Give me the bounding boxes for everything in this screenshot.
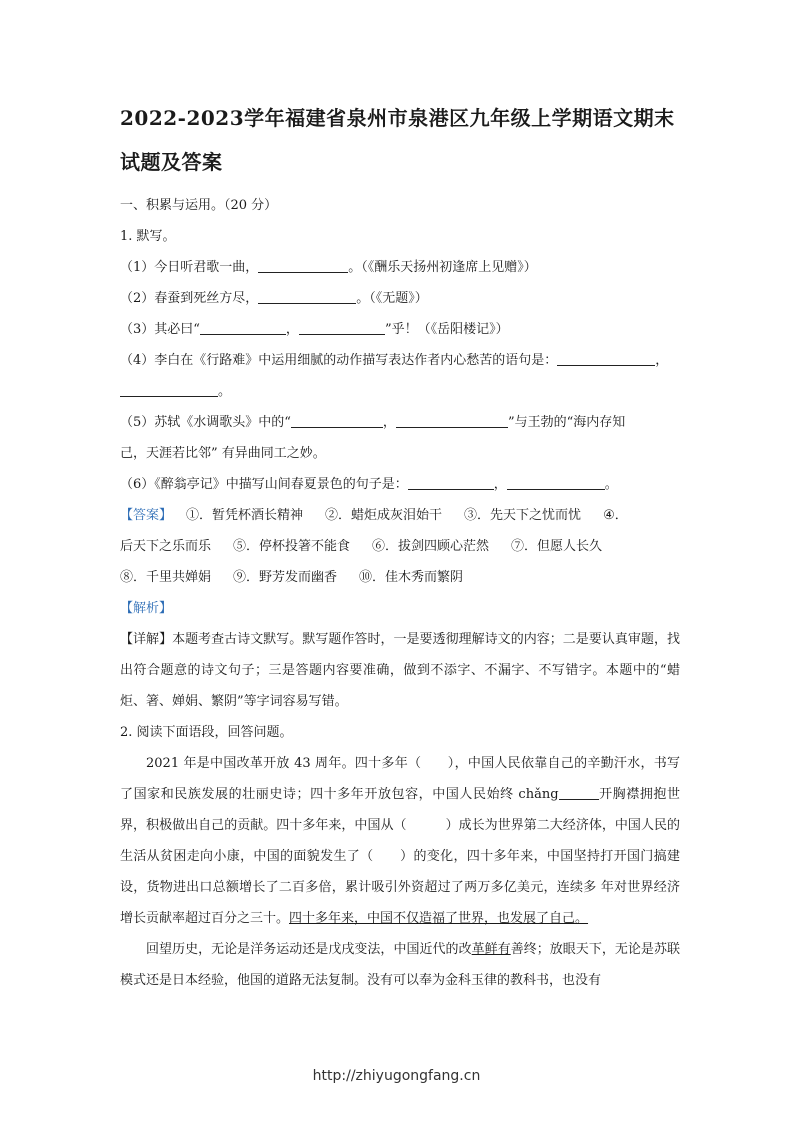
reading-paragraph-2: 回望历史，无论是洋务运动还是戊戌变法，中国近代的改革鲜有善终；放眼天下，无论是苏联模式还是日本经验，他国的道路无法复制。没有可以奉为金科玉律的教科书，也没有 (120, 942, 680, 988)
answer-blank (299, 320, 385, 335)
document-page (120, 96, 680, 996)
answer-blank (200, 320, 286, 335)
detail-paragraph: 【详解】本题考查古诗文默写。默写题作答时，一是要透彻理解诗文的内容；二是要认真审题，找出符合题意的诗文句子；三是答题内容要准确，做到不添字、不漏字、不写错字。本题中的“蜡炬、箸、婵娟、繁阴”等字词容易写错。 (120, 632, 680, 709)
answer-blank (559, 785, 599, 800)
q1-item-6: （6）《醉翁亭记》中描写山间春夏景色的句子是： ， 。 (120, 477, 618, 492)
answer-blank (258, 258, 348, 273)
question-2-heading: 2. 阅读下面语段，回答问题。 (120, 725, 293, 740)
footer-url: http://zhiyugongfang.cn (312, 1068, 481, 1084)
answer-blank (507, 475, 605, 490)
answer-blank (120, 382, 218, 397)
detail-tag: 【详解】 (120, 632, 173, 647)
doc-title-line1: 2022-2023学年福建省泉州市泉港区九年级上学期语文期末 (120, 106, 675, 130)
answer-tag: 【答案】 (120, 508, 173, 523)
q1-item-1: （1）今日听君歌一曲， 。（《酬乐天扬州初逢席上见赠》） (120, 260, 537, 275)
q1-item-5: （5）苏轼《水调歌头》中的“ ， ”与王勃的“海内存知 (120, 415, 626, 430)
answer-blank (408, 475, 494, 490)
answer-row-2: 后天下之乐而乐 ⑤．停杯投箸不能食 ⑥．拔剑四顾心茫然 ⑦．但愿人长久 (120, 539, 603, 554)
answer-row-1: 【答案】 ①．暂凭杯酒长精神 ②．蜡炬成灰泪始干 ③．先天下之忧而忧 ④． (120, 500, 680, 531)
answer-blank (258, 289, 356, 304)
q1-item-3: （3）其必曰“ ， ”乎！（《岳阳楼记》） (120, 322, 509, 337)
answer-blank (396, 413, 508, 428)
q1-item-5-cont: 己，天涯若比邻” 有异曲同工之妙。 (120, 446, 326, 461)
doc-title-line2: 试题及答案 (120, 150, 223, 174)
q1-item-2: （2）春蚕到死丝方尽， 。（《无题》） (120, 291, 428, 306)
answer-blank (557, 351, 655, 366)
reading-paragraph-1: 2021 年是中国改革开放 43 周年。四十多年（ ），中国人民依靠自己的辛勤汗水，书写了国家和民族发展的壮丽史诗；四十多年开放包容，中国人民始终 chǎng 开胸襟拥抱世界，积极做出自己的贡献。四十多年来，中国从（ ）成长为世界第二大经济体，中国人民的生活从贫困走向小康，中国的面貌发生了（ ）的变化，四十多年来，中国坚持打开国门搞建设，货物进出口总额增长了二百多倍，累计吸引外资超过了两万多亿美元，连续多 年对世界经济增长贡献率超过百分之三十。四十多年来，中国不仅造福了世界，也发展了自己。 (120, 756, 680, 926)
q1-item-4-cont: 。 (120, 376, 680, 407)
answer-row-3: ⑧．千里共婵娟 ⑨．野芳发而幽香 ⑩．佳木秀而繁阴 (120, 570, 464, 585)
underlined-sentence: 四十多年来，中国不仅造福了世界，也发展了自己。 (289, 911, 589, 926)
q1-item-4: （4）李白在《行路难》中运用细腻的动作描写表达作者内心愁苦的语句是： ， (120, 353, 669, 368)
answer-blank (291, 413, 383, 428)
analysis-tag: 【解析】 (120, 601, 173, 616)
question-1-heading: 1. 默写。 (120, 229, 176, 244)
underlined-phrase: 革鲜有 (471, 942, 511, 957)
section-heading: 一、积累与运用。（20 分） (120, 198, 278, 213)
